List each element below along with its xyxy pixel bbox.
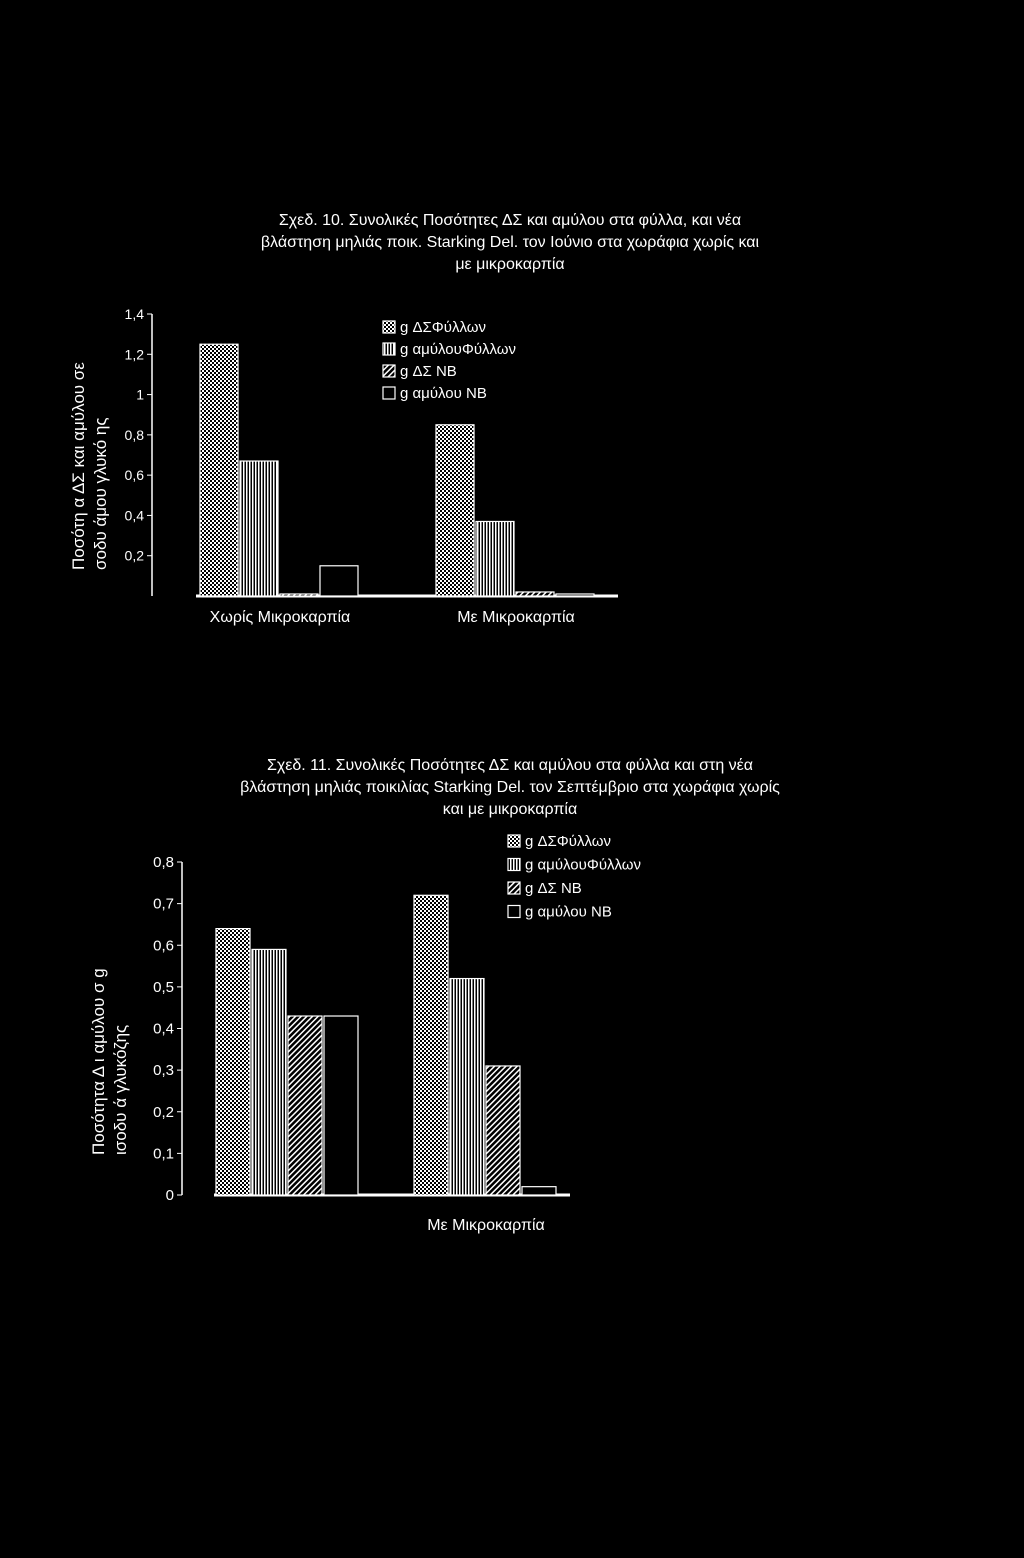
- legend-swatch: [383, 365, 395, 377]
- chart-10-plot: [0, 300, 1024, 640]
- bar-1-3: [522, 1187, 556, 1195]
- y-tick-label: 0,2: [153, 1103, 174, 1121]
- bar-1-1: [476, 521, 514, 596]
- bar-1-0: [414, 895, 448, 1195]
- chart-11-plot: [0, 830, 1024, 1240]
- bar-0-3: [320, 566, 358, 596]
- bar-1-2: [486, 1066, 520, 1195]
- title-line: Σχεδ. 10. Συνολικές Ποσότητες ΔΣ και αμύλου στα φύλλα, και νέα: [278, 212, 742, 229]
- legend-swatch: [508, 906, 520, 918]
- legend-entry: g ΔΣΦύλλων: [525, 833, 611, 850]
- y-tick-label: 0,6: [124, 467, 144, 484]
- bar-0-3: [324, 1016, 358, 1195]
- bar-0-2: [288, 1016, 322, 1195]
- y-tick-label: 0,5: [153, 978, 174, 996]
- bar-0-0: [216, 929, 250, 1195]
- ylabel-line: σοδυ άμου γλυκό ης: [91, 417, 110, 570]
- legend-entry: g αμύλουΦύλλων: [525, 856, 642, 874]
- y-tick-label: 0,6: [153, 937, 174, 955]
- ylabel-line: ισοδυ ά γλυκόζης: [111, 1024, 130, 1155]
- chart-title: [130, 755, 890, 821]
- legend-swatch: [383, 387, 395, 399]
- y-tick-label: 0,7: [153, 895, 174, 913]
- legend-swatch: [508, 882, 520, 894]
- legend-swatch: [383, 321, 395, 333]
- legend-entry: g αμύλου ΝΒ: [525, 903, 612, 921]
- chart-title: [120, 210, 900, 276]
- y-tick-label: 0,2: [124, 547, 144, 564]
- bar-1-1: [450, 979, 484, 1195]
- bar-0-1: [252, 949, 286, 1195]
- legend-swatch: [508, 859, 520, 871]
- legend-entry: g ΔΣ ΝΒ: [525, 880, 582, 897]
- category-label: Χωρίς Μικροκαρπία: [209, 609, 351, 626]
- y-tick-label: 0,8: [124, 426, 144, 443]
- bar-0-1: [240, 461, 278, 596]
- y-tick-label: 1,2: [124, 346, 144, 363]
- legend-swatch: [508, 835, 520, 847]
- category-label: Με Μικροκαρπία: [427, 1217, 545, 1234]
- y-tick-label: 0,4: [153, 1020, 174, 1038]
- legend-entry: g ΔΣ ΝΒ: [400, 363, 457, 380]
- title-line: με μικροκαρπία: [455, 256, 565, 273]
- y-tick-label: 1,4: [124, 306, 144, 322]
- legend-swatch: [383, 343, 395, 355]
- ylabel-line: Ποσότητα Δ ι αμύλου σ g: [89, 968, 108, 1155]
- title-line: Σχεδ. 11. Συνολικές Ποσότητες ΔΣ και αμύλου στα φύλλα και στη νέα: [266, 757, 754, 774]
- legend-entry: g ΔΣΦύλλων: [400, 319, 486, 336]
- bar-0-2: [280, 594, 318, 596]
- y-tick-label: 0,1: [153, 1145, 174, 1163]
- category-label: Με Μικροκαρπία: [457, 609, 575, 626]
- y-tick-label: 0,8: [153, 854, 174, 871]
- legend-entry: g αμύλουΦύλλων: [400, 341, 517, 358]
- title-line: βλάστηση μηλιάς ποικιλίας Starking Del. τον Σεπτέμβριο στα χωράφια χωρίς: [240, 779, 780, 796]
- y-tick-label: 1: [136, 386, 144, 403]
- ylabel-line: Ποσότη α ΔΣ και αμύλου σε: [69, 362, 88, 570]
- legend-entry: g αμύλου ΝΒ: [400, 385, 487, 402]
- bar-1-3: [556, 594, 594, 596]
- title-line: και με μικροκαρπία: [442, 801, 578, 818]
- bar-0-0: [200, 344, 238, 596]
- bar-1-2: [516, 592, 554, 596]
- y-tick-label: 0: [165, 1187, 174, 1204]
- bar-1-0: [436, 425, 474, 596]
- y-tick-label: 0,3: [153, 1062, 174, 1080]
- title-line: βλάστηση μηλιάς ποικ. Starking Del. τον Ιούνιο στα χωράφια χωρίς και: [260, 234, 760, 251]
- y-tick-label: 0,4: [124, 507, 144, 524]
